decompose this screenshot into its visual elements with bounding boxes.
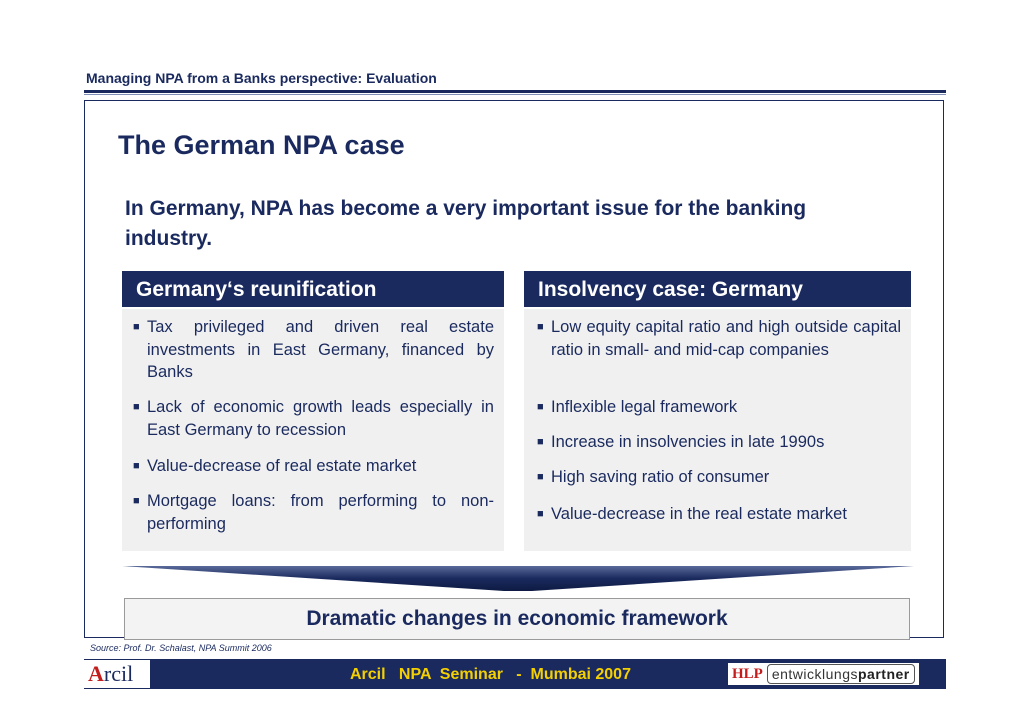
bullet-square-icon: ■: [537, 471, 544, 483]
left-box-title: Germany‘s reunification: [122, 271, 504, 307]
slide-title: The German NPA case: [118, 130, 405, 160]
bullet-square-icon: ■: [133, 321, 140, 333]
footer-event-title: Arcil NPA Seminar - Mumbai 2007: [350, 666, 631, 683]
right-bullet-1: [537, 316, 901, 361]
bullet-square-icon: ■: [133, 495, 140, 507]
left-bullet-2: [133, 396, 494, 441]
bullet-text: Value-decrease in the real estate market: [551, 505, 847, 523]
bullet-text: Lack of economic growth leads especially in East Germany to recession: [147, 398, 494, 439]
left-bullet-3: [133, 455, 494, 478]
logo-text-light: entwicklungs: [771, 666, 858, 682]
bullet-text: Value-decrease of real estate market: [147, 457, 417, 475]
left-bullet-4: [133, 490, 494, 535]
entwicklungspartner-logo: [767, 664, 915, 684]
bullet-square-icon: ■: [537, 508, 544, 520]
bullet-square-icon: ■: [537, 436, 544, 448]
source-note: Source: Prof. Dr. Schalast, NPA Summit 2006: [90, 643, 272, 653]
hlp-logo: [728, 663, 919, 685]
right-bullet-3: [537, 431, 901, 454]
header-rule-thin: [84, 94, 946, 95]
right-box-title: Insolvency case: Germany: [524, 271, 911, 307]
bullet-square-icon: ■: [133, 460, 140, 472]
intro-text: In Germany, NPA has become a very important issue for the banking industry.: [125, 197, 807, 250]
bullet-text: Increase in insolvencies in late 1990s: [551, 433, 825, 451]
bullet-text: Mortgage loans: from performing to non-performing: [147, 492, 494, 533]
bullet-text: High saving ratio of consumer: [551, 468, 770, 486]
arcil-logo-rest: rcil: [103, 661, 134, 686]
logo-text-bold: partner: [858, 666, 910, 682]
right-bullet-2: [537, 396, 901, 419]
bullet-square-icon: ■: [537, 401, 544, 413]
bullet-text: Low equity capital ratio and high outside capital ratio in small- and mid-cap companies: [551, 318, 901, 359]
arcil-logo-initial: A: [88, 661, 104, 686]
hlp-logo-mark: HLP: [732, 665, 763, 682]
bullet-square-icon: ■: [537, 321, 544, 333]
bullet-square-icon: ■: [133, 401, 140, 413]
arcil-logo: [84, 660, 150, 688]
left-bullet-1: [133, 316, 494, 384]
result-box: Dramatic changes in economic framework: [124, 598, 910, 640]
right-bullet-5: [537, 503, 901, 526]
header-title: Managing NPA from a Banks perspective: Evaluation: [86, 70, 437, 86]
down-arrow-icon: [122, 566, 914, 592]
right-bullet-4: [537, 466, 901, 489]
bullet-text: Tax privileged and driven real estate investments in East Germany, financed by Banks: [147, 318, 494, 381]
bullet-text: Inflexible legal framework: [551, 398, 738, 416]
header-rule: [84, 90, 946, 93]
